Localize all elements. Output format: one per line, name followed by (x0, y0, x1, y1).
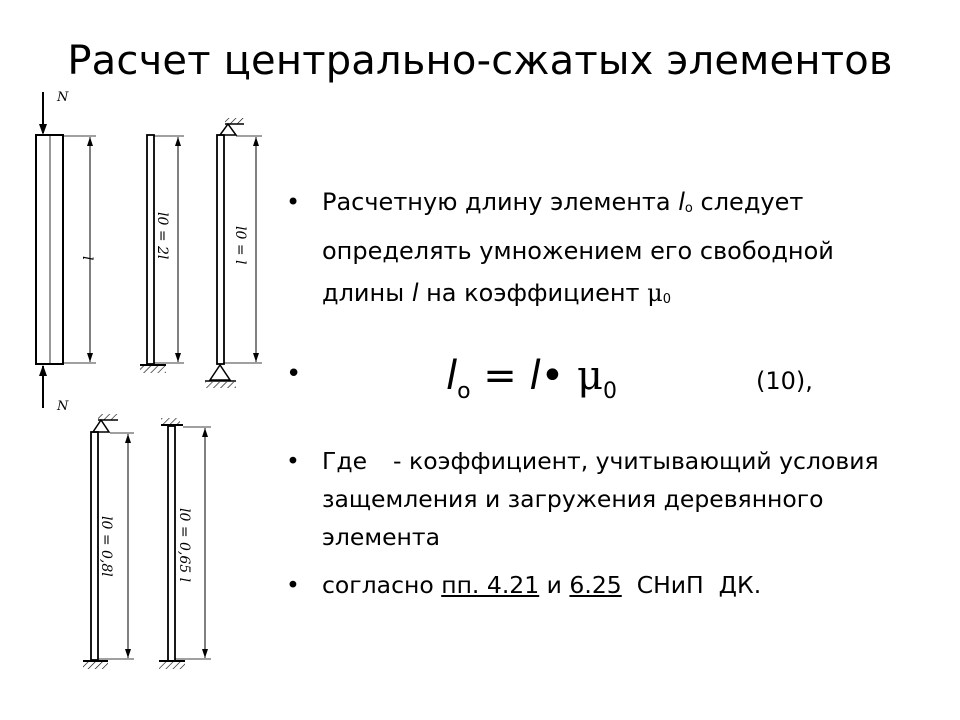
bullet-text: и (539, 571, 570, 599)
formula: $l_o$ = l• $\mu_0$ (446, 353, 617, 404)
bullet-where (286, 442, 932, 556)
load-arrow-top-head (39, 124, 47, 135)
column-3-length-label: l0 = l (232, 226, 248, 265)
link-clause-4-21[interactable]: пп. 4.21 (441, 571, 540, 599)
bullet-reference (286, 564, 922, 606)
bullet-dot: • (286, 447, 300, 475)
column-schemes-diagram (0, 0, 300, 720)
column-2-body (147, 135, 154, 364)
column-4-length-label: l0 = 0,8l (98, 516, 114, 577)
length-label: l (79, 256, 95, 261)
column-4-body (91, 432, 98, 660)
column-3-body (217, 135, 224, 364)
bullet-dot: • (286, 188, 301, 216)
column-2-scheme (140, 135, 184, 373)
fixed-support-2 (140, 366, 166, 373)
fixed-support-bottom-5 (159, 662, 185, 669)
pin-support-top-3 (220, 124, 236, 135)
var-mu-subscript: 0 (662, 292, 672, 307)
bullet-dot: • (286, 571, 300, 599)
column-5-length-label: l0 = 0,65 l (176, 508, 192, 583)
column-5-scheme (159, 418, 211, 669)
column-1-body (36, 135, 63, 364)
var-l: l (678, 188, 685, 216)
bullet-text: на коэффициент (418, 279, 648, 307)
column-1-scheme (36, 90, 96, 414)
bullet-text: следует определять умножением его свободной длины (322, 188, 834, 307)
bullet-text: - коэффициент, учитывающий условия защемления и загружения деревянного элемента (322, 447, 879, 551)
bullet-dot: • (286, 359, 302, 389)
bullet-formula (286, 353, 886, 409)
pin-support-bottom-3 (210, 365, 230, 380)
slide-title: Расчет центрально-сжатых элементов (67, 38, 893, 84)
bullet-text: согласно (322, 571, 442, 599)
column-4-scheme (83, 414, 134, 669)
where-word: Где (322, 447, 368, 475)
link-clause-6-25[interactable]: 6.25 (569, 571, 622, 599)
column-2-length-label: l0 = 2l (154, 212, 170, 260)
column-5-body (168, 426, 175, 661)
load-label-top: N (57, 90, 69, 105)
bullet-effective-length (286, 181, 922, 321)
fixed-support-4 (83, 662, 108, 669)
bullet-text: Расчетную длину элемента (322, 188, 679, 216)
var-mu: μ (647, 279, 663, 307)
var-l: l (411, 279, 419, 307)
load-label-bottom: N (57, 399, 69, 414)
pin-support-top-4 (93, 420, 109, 432)
var-l-subscript: o (684, 201, 693, 216)
formula-number: (10), (756, 367, 813, 395)
bullet-text: СНиП ДК. (621, 571, 762, 599)
column-3-scheme (205, 118, 262, 388)
load-arrow-bottom-head (39, 365, 47, 376)
